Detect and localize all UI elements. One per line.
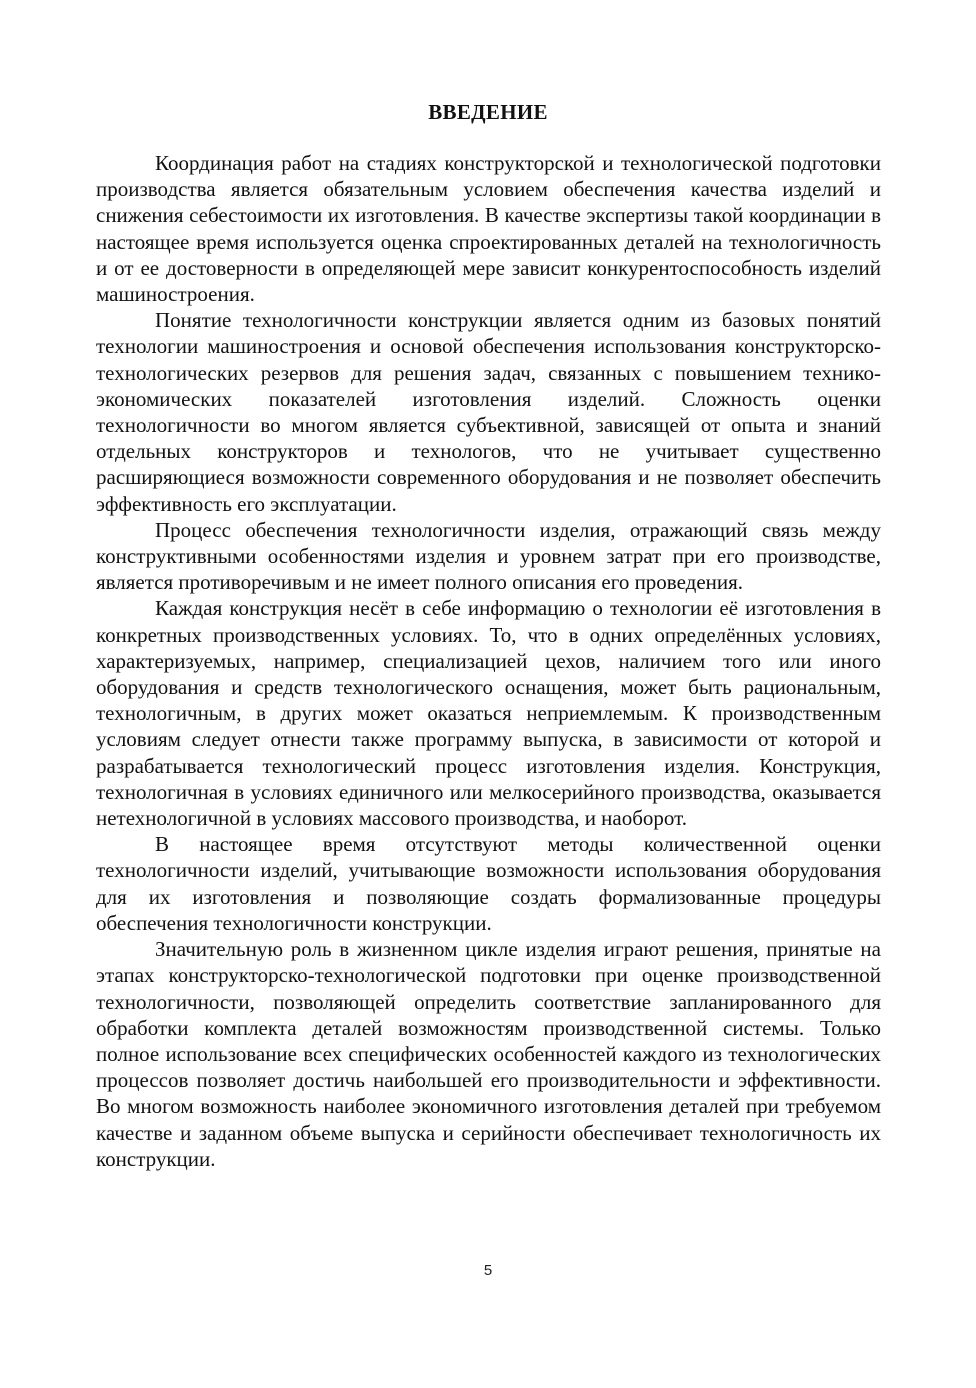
paragraph: Значительную роль в жизненном цикле изделия играют решения, принятые на этапах конструкторско-технологической подготовки при оценке производственной технологичности, позволяющей определить соответствие запланированного для обработки комплекта деталей возможностям производственной системы. Только полное использование всех специфических особенностей каждого из технологических процессов позволяет достичь наибольшей его производительности и эффективности. Во многом возможность наиболее экономичного изготовления деталей при требуемом качестве и заданном объеме выпуска и серийности обеспечивает технологичность их конструкции. bbox=[96, 937, 881, 1171]
paragraph: Каждая конструкция несёт в себе информацию о технологии её изготовления в конкретных производственных условиях. То, что в одних определённых условиях, характеризуемых, например, специализацией цехов, наличием того или иного оборудования и средств технологического оснащения, может быть рациональным, технологичным, в других может оказаться неприемлемым. К производственным условиям следует отнести также программу выпуска, в зависимости от которой и разрабатывается технологический процесс изготовления изделия. Конструкция, технологичная в условиях единичного или мелкосерийного производства, оказывается нетехнологичной в условиях массового производства, и наоборот. bbox=[96, 596, 881, 831]
paragraph: В настоящее время отсутствуют методы количественной оценки технологичности изделий, учитывающие возможности использования оборудования для их изготовления и позволяющие создать формализованные процедуры обеспечения технологичности конструкции. bbox=[96, 832, 881, 935]
page-number: 5 bbox=[483, 1262, 493, 1279]
paragraph: Процесс обеспечения технологичности изделия, отражающий связь между конструктивными особенностями изделия и уровнем затрат при его производстве, является противоречивым и не имеет полного описания его проведения. bbox=[96, 517, 881, 595]
page-title: ВВЕДЕНИЕ bbox=[428, 100, 548, 124]
paragraph: Координация работ на стадиях конструкторской и технологической подготовки производства является обязательным условием обеспечения качества изделий и снижения себестоимости их изготовления. В качестве экспертизы такой координации в настоящее время используется оценка спроектированных деталей на технологичность и от ее достоверности в определяющей мере зависит конкурентоспособность изделий машиностроения. bbox=[96, 151, 881, 307]
body-text bbox=[96, 150, 881, 1172]
paragraph: Понятие технологичности конструкции является одним из базовых понятий технологии машиностроения и основой обеспечения использования конструкторско-технологических резервов для решения задач, связанных с повышением технико-экономических показателей изготовления изделий. Сложность оценки технологичности во многом является субъективной, зависящей от опыта и знаний отдельных конструкторов и технологов, что не учитывает существенно расширяющиеся возможности современного оборудования и не позволяет обеспечить эффективность его эксплуатации. bbox=[96, 308, 881, 516]
